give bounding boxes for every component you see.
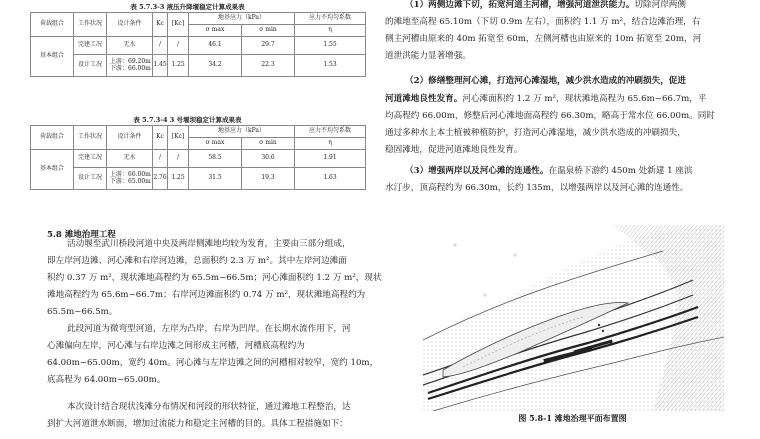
bold-lead: 河道滩地良性发育。	[385, 94, 463, 104]
group-cell: 基本组合	[31, 150, 74, 190]
header-smax: σ max	[189, 138, 242, 150]
header-kc-allow: [Kc]	[168, 13, 189, 37]
cell-eta: 1.53	[295, 55, 366, 77]
table2-caption: 表 5.7.3-4 3 号堰坝稳定计算成果表	[133, 116, 242, 124]
cell-smin: 19.3	[242, 168, 295, 190]
table1	[30, 12, 366, 77]
paragraph-line: 道泄洪能力显著增强。	[385, 51, 471, 61]
header-load-combo: 荷载组合	[31, 13, 74, 37]
table1-caption: 表 5.7.3-3 液压升降堰稳定计算成果表	[130, 3, 245, 11]
table2	[30, 125, 366, 190]
site-plan-svg	[423, 225, 724, 411]
paragraph-line: 侧主河槽由原来的 40m 拓宽至 60m，左侧河槽也由原来的 10m 拓宽至 20m，河	[385, 34, 702, 44]
cell-kc: /	[153, 37, 168, 55]
paragraph-line: 本次设计结合现状浅滩分布情况和河段的形状特征，通过滩地工程整治，达	[67, 402, 351, 412]
paragraph-line: 此段河道为微弯型河道，左岸为凸岸，右岸为凹岸。在长期水流作用下，河	[67, 324, 351, 334]
design-downstream: 下游：65.00m	[110, 177, 151, 185]
cell-smin: 22.3	[242, 55, 295, 77]
cell-smax: 34.2	[189, 55, 242, 77]
header-condition: 工作状况	[74, 13, 107, 37]
paragraph-line: 积约 0.37 万 m²，现状滩地高程约为 65.5m~66.5m；河心滩面积约 1.2 万 m²，现状	[47, 273, 382, 283]
design-upstream: 上游：69.20m	[110, 57, 151, 65]
cell-smax: 31.5	[189, 168, 242, 190]
header-design: 设计条件	[107, 13, 153, 37]
design-downstream: 下游：66.00m	[110, 64, 151, 72]
cell-eta: 1.63	[295, 168, 366, 190]
section-title: 5.8 滩地治理工程	[47, 230, 116, 240]
header-pressure: 地基应力（kPa）	[189, 126, 295, 138]
cell-smin: 29.7	[242, 37, 295, 55]
header-kc-allow: [Kc]	[168, 126, 189, 150]
paragraph-line: 到扩大河道泄水断面，增加过流能力和稳定主河槽的目的。具体工程措施如下：	[47, 419, 348, 429]
header-kc: Kc	[153, 126, 168, 150]
paragraph-line	[405, 0, 686, 14]
cell-condition: 设计工况	[74, 55, 107, 77]
header-uneven: 应力不均匀系数	[295, 13, 366, 25]
header-load-combo: 荷载组合	[31, 126, 74, 150]
paragraph-line: 的滩地至高程 65.10m（下切 0.9m 左右），面积约 1.1 万 m²，结合边滩治理，右	[385, 17, 701, 27]
cell-kc: 1.45	[153, 55, 168, 77]
cell-smin: 30.6	[242, 150, 295, 168]
table-row	[31, 150, 366, 168]
paragraph-line: 水汀步，顶高程约为 66.30m，长约 135m，以增强两岸以及河心滩的连通性。	[385, 183, 689, 193]
header-smin: σ min	[242, 138, 295, 150]
paragraph-line	[405, 163, 693, 180]
table-row	[31, 168, 366, 190]
site-plan-drawing	[423, 225, 724, 411]
cell-design	[107, 55, 153, 77]
figure-caption: 图 5.8-1 滩地治理平面布置图	[518, 413, 627, 423]
header-condition: 工作状况	[74, 126, 107, 150]
header-eta: η	[295, 138, 366, 150]
cell-design: 无水	[107, 37, 153, 55]
design-upstream: 上游：66.00m	[110, 170, 151, 178]
paragraph-line: 均高程约 66.00m，修整后河心滩地面高程约 66.30m，略高于常水位 66.00m。同时	[385, 111, 715, 121]
cell-kc-allow: 1.25	[168, 168, 189, 190]
cell-smax: 46.1	[189, 37, 242, 55]
cell-kc-allow: 1.25	[168, 55, 189, 77]
cell-kc-allow: /	[168, 150, 189, 168]
table-row	[31, 55, 366, 77]
paragraph-line	[385, 91, 706, 108]
paragraph-line: 64.00m~65.00m，宽约 40m。河心滩与左岸边滩之间的河槽相对较窄，宽约 10m，	[47, 358, 379, 368]
cell-condition: 设计工况	[74, 168, 107, 190]
line-text: 河心滩面积约 1.2 万 m²，现状滩地高程为 65.6m~66.7m，平	[462, 94, 707, 104]
header-pressure: 地基应力（kPa）	[189, 13, 295, 25]
cell-condition: 完建工况	[74, 150, 107, 168]
paragraph-line: 滩地高程约为 65.6m~66.7m；右岸河边滩面积约 0.74 万 m²，现状滩地高程约为	[47, 290, 366, 300]
line-text: 切除河岸两侧	[634, 0, 686, 10]
paragraph-line: 65.5m~66.5m。	[47, 307, 118, 317]
header-kc: Kc	[153, 13, 168, 37]
header-design: 设计条件	[107, 126, 153, 150]
paragraph-line: （2）修缮整理河心滩，打造河心滩湿地，减少洪水造成的冲刷损失，促进	[405, 76, 686, 86]
group-cell: 基本组合	[31, 37, 74, 77]
bold-lead: （1）两侧边滩下切，拓宽河道主河槽，增强河道泄洪能力。	[405, 0, 635, 10]
cell-kc-allow: /	[168, 37, 189, 55]
cell-design: 无水	[107, 150, 153, 168]
bold-lead: （3）增强两岸以及河心滩的连通性。	[405, 166, 549, 176]
line-text: 在温泉桥下游约 450m 处新建 1 座滨	[548, 166, 693, 176]
paragraph-line: 通过多种水上本土植被种植防护，打造河心滩湿地，减少洪水造成的冲刷损失，	[385, 128, 686, 138]
cell-condition: 完建工况	[74, 37, 107, 55]
paragraph-line: 即左岸河边滩、河心滩和右岸河边滩，总面积约 2.3 万 m²。其中左岸河边滩面	[47, 256, 347, 266]
paragraph-line: 活动堰至武川桥段河道中央及两岸侧滩地均较为发育，主要由三部分组成，	[67, 239, 351, 249]
paragraph-line: 心滩偏向左岸，河心滩与右岸边滩之间形成主河槽，河槽底高程约为	[47, 341, 305, 351]
header-uneven: 应力不均匀系数	[295, 126, 366, 138]
header-smin: σ min	[242, 25, 295, 37]
cell-design	[107, 168, 153, 190]
cell-eta: 1.55	[295, 37, 366, 55]
header-smax: σ max	[189, 25, 242, 37]
cell-kc: 2.76	[153, 168, 168, 190]
cell-smax: 58.5	[189, 150, 242, 168]
paragraph-line: 稳固滩地，促进河道滩地良性发育。	[385, 145, 523, 155]
table-row	[31, 37, 366, 55]
cell-eta: 1.91	[295, 150, 366, 168]
paragraph-line: 底高程为 64.00m~65.00m。	[47, 375, 166, 385]
cell-kc: /	[153, 150, 168, 168]
header-eta: η	[295, 25, 366, 37]
